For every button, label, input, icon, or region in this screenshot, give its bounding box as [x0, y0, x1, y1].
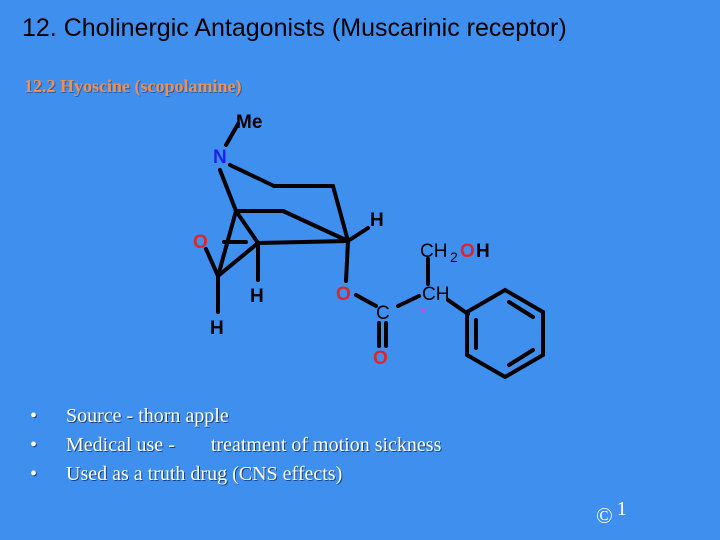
label-carbonyl-c: C: [376, 303, 390, 324]
label-n: N: [213, 147, 227, 168]
label-h-top-right: H: [370, 210, 384, 231]
slide-subtitle: 12.2 Hyoscine (scopolamine): [24, 76, 242, 96]
bullet-text-continued: treatment of motion sickness: [210, 434, 442, 456]
list-item: [30, 460, 441, 489]
list-item: [30, 402, 441, 431]
label-me: Me: [236, 112, 263, 133]
label-h-bottom: H: [210, 318, 224, 339]
bond-n-right: [230, 165, 274, 186]
bullet-text: Medical use -: [66, 434, 175, 456]
phenyl-ring: [467, 290, 543, 377]
bullet-text: Source - thorn apple: [66, 405, 229, 427]
slide-title: 12. Cholinergic Antagonists (Muscarinic receptor): [22, 14, 567, 42]
bond-ring-right: [283, 211, 348, 241]
bond-o-c: [356, 295, 376, 306]
copyright-symbol: ©: [596, 503, 613, 528]
page-number: 1: [616, 498, 627, 520]
label-ch2-h: H: [476, 241, 490, 262]
bond-epoxide-o1: [206, 249, 218, 276]
bullet-list: [30, 402, 441, 489]
list-item: [30, 431, 441, 460]
label-carbonyl-o: O: [373, 348, 388, 369]
label-ch2-ch: CH: [420, 241, 448, 262]
bullet-text: Used as a truth drug (CNS effects): [66, 463, 343, 485]
label-chiral-star: *: [420, 305, 427, 322]
bond-n-bridge: [220, 170, 236, 211]
bond-ring-inner: [236, 211, 258, 243]
bullet-marker: •: [30, 405, 38, 427]
bullet-marker: •: [30, 463, 38, 485]
bond-c-ch: [398, 296, 419, 306]
slide-footer: [596, 498, 627, 529]
label-o-ester: O: [336, 284, 351, 305]
label-h-mid: H: [250, 286, 264, 307]
label-o-epoxide: O: [193, 232, 208, 253]
bond-ring-bottom: [258, 241, 348, 243]
bond-bridge-right: [333, 186, 348, 241]
label-ch: CH: [422, 284, 450, 305]
label-ch2-sub: 2: [450, 249, 458, 265]
bond-h-right: [348, 228, 368, 241]
bullet-marker: •: [30, 434, 38, 456]
label-ch2-o: O: [460, 241, 475, 262]
bond-c-o-ester: [346, 241, 348, 281]
